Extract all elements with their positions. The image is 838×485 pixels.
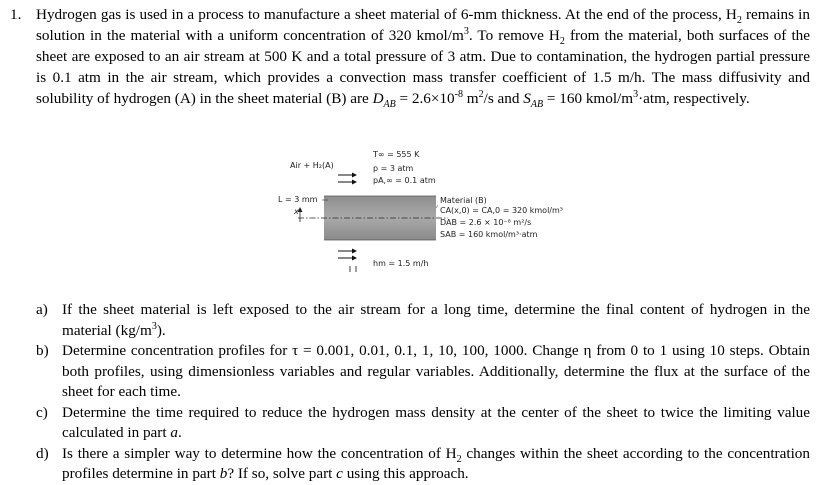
part-c (10, 403, 810, 444)
part-label: c) (36, 403, 48, 421)
intro-text: . To remove H (468, 27, 560, 44)
intro-text: = 160 kmol/m (543, 90, 634, 107)
subscript: AB (530, 99, 544, 111)
part-a (10, 300, 810, 341)
x-axis-label: x (294, 207, 299, 216)
problem-statement (10, 4, 810, 109)
part-label: d) (36, 444, 49, 462)
part-text: If the sheet material is left exposed to the air stream for a long time, determine the final content of hydrogen in the material (kg/m (62, 301, 810, 339)
subscript: 2 (559, 36, 565, 48)
thickness-label: L = 3 mm (278, 195, 318, 204)
material-ca: CA(x,0) = CA,0 = 320 kmol/m³ (440, 206, 563, 215)
bottom-arrowhead-1 (352, 249, 357, 254)
part-text: . (177, 424, 182, 441)
intro-text: /s and (483, 90, 524, 107)
problem-intro (36, 4, 810, 109)
intro-text: ·atm, respectively. (638, 90, 750, 107)
bottom-arrowhead-2 (352, 256, 357, 261)
part-d (10, 444, 810, 485)
problem-number: 1. (10, 6, 22, 23)
air-label: Air + H₂(A) (290, 161, 334, 170)
material-dab: DAB = 2.6 × 10⁻⁸ m²/s (440, 218, 532, 227)
intro-text: = 2.6×10 (395, 90, 455, 107)
symbol-d: D (372, 90, 384, 107)
bottom-flow-arrows (338, 251, 352, 258)
part-b (10, 341, 810, 403)
part-text: using this approach. (342, 465, 469, 482)
symbol-s: S (523, 90, 531, 107)
part-text: ? If so, solve part (227, 465, 337, 482)
part-label: b) (36, 342, 49, 359)
superscript: -8 (454, 88, 463, 100)
superscript: 3 (151, 320, 157, 332)
top-arrowhead-1 (352, 173, 357, 178)
part-text: Determine the time required to reduce the hydrogen mass density at the center of the sheet to twice the limiting value calculated in part (62, 403, 810, 441)
top-flow-arrows (338, 175, 352, 182)
top-arrowhead-2 (352, 180, 357, 185)
part-reference: a (170, 424, 178, 441)
intro-text: Hydrogen gas is used in a process to manufacture a sheet material of 6-mm thickness. At the end of the process, H (36, 6, 737, 23)
part-text: ). (156, 321, 166, 339)
superscript: 3 (463, 25, 469, 37)
material-title: Material (B) (440, 196, 487, 205)
material-leader (436, 205, 438, 208)
part-reference: c (336, 465, 343, 482)
sheet-diagram (262, 148, 592, 278)
part-text: changes within the sheet according to the concentration profiles determine in part (62, 444, 810, 482)
pressure-label: p = 3 atm (373, 164, 414, 173)
subscript: 2 (456, 453, 462, 465)
superscript: 2 (478, 88, 484, 100)
part-label: a) (36, 301, 48, 318)
part-reference: b (219, 465, 228, 482)
t-inf-label: T∞ = 555 K (373, 150, 420, 159)
intro-text: m (463, 90, 479, 107)
subscript: 2 (736, 15, 742, 27)
part-text: Is there a simpler way to determine how the concentration of H (62, 444, 457, 462)
intro-text: from the material, both surfaces of the sheet are exposed to an air stream at 500 K and a total pressure of 3 atm. Due to contamination, the hydrogen partial pressure is 0.1 atm in the air stream, which provides a convection mass transfer coefficient of 1.5 m/h. The mass diffusivity and solubility of hydrogen (A) in the sheet material (B) are (36, 27, 810, 107)
partial-pressure-label: pA,∞ = 0.1 atm (373, 176, 436, 185)
intro-text: remains in solution in the material with a uniform concentration of 320 kmol/m (36, 6, 810, 44)
material-sab: SAB = 160 kmol/m³·atm (440, 230, 538, 239)
hm-label: hm = 1.5 m/h (373, 259, 429, 268)
part-text: Determine concentration profiles for τ = 0.001, 0.01, 0.1, 1, 10, 100, 1000. Change η from 0 to 1 using 10 steps. Obtain both profiles, using dimensionless variables and regular variables. Additionally, determine the flux at the surface of the sheet for each time. (62, 342, 810, 400)
subscript: AB (383, 99, 396, 111)
question-parts (10, 300, 810, 485)
superscript: 3 (633, 88, 639, 100)
